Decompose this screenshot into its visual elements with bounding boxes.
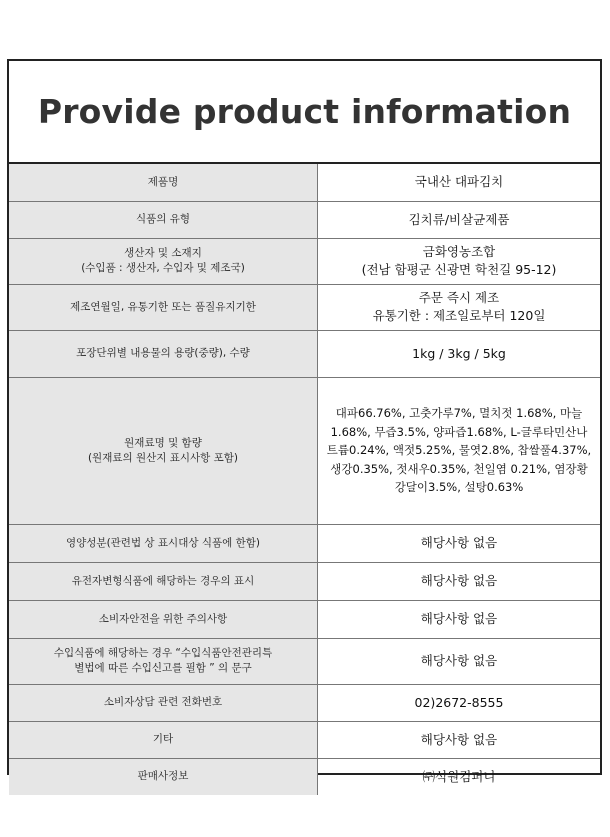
row-value — [318, 562, 601, 600]
row-value-line: ㈜석원컴퍼니 — [422, 768, 496, 784]
row-label-line: 제조연월일, 유통기한 또는 품질유지기한 — [70, 300, 256, 313]
row-label — [9, 330, 318, 377]
row-value — [318, 377, 601, 524]
table-row — [9, 164, 600, 201]
row-value-line: 금화영농조합 — [422, 244, 496, 259]
row-label-line: 영양성분(관련법 상 표시대상 식품에 한함) — [66, 536, 260, 549]
row-value — [318, 684, 601, 721]
row-label-line: 제품명 — [147, 175, 179, 188]
table-row — [9, 238, 600, 284]
row-value — [318, 284, 601, 330]
row-label-line: 별법에 따른 수입신고를 필함 ” 의 문구 — [74, 662, 252, 674]
row-value-line: 1kg / 3kg / 5kg — [412, 345, 506, 361]
row-label-line: 원재료명 및 함량 — [124, 436, 202, 449]
product-info-table — [9, 164, 600, 795]
row-value — [318, 758, 601, 795]
row-label — [9, 684, 318, 721]
page-title: Provide product information — [37, 92, 572, 131]
row-label — [9, 562, 318, 600]
row-label-line: 판매사정보 — [137, 770, 189, 783]
row-value — [318, 238, 601, 284]
row-label — [9, 238, 318, 284]
row-value — [318, 201, 601, 238]
table-row — [9, 684, 600, 721]
table-row — [9, 377, 600, 524]
row-label-line: 수입식품에 해당하는 경우 “수입식품안전관리특 — [53, 647, 273, 659]
row-value — [318, 524, 601, 562]
table-row — [9, 562, 600, 600]
row-label — [9, 524, 318, 562]
table-row — [9, 600, 600, 638]
product-info-frame — [7, 59, 602, 784]
table-row — [9, 721, 600, 758]
row-value-line: 해당사항 없음 — [420, 611, 498, 626]
row-label-line: 생산자 및 소재지 — [124, 247, 202, 259]
row-label — [9, 638, 318, 684]
table-row — [9, 284, 600, 330]
row-value-line: (전남 함평군 신광면 학천길 95-12) — [361, 262, 557, 277]
row-label — [9, 284, 318, 330]
row-label-line: (수입품 : 생산자, 수입자 및 제조국) — [81, 262, 245, 274]
table-row — [9, 758, 600, 795]
table-row — [9, 638, 600, 684]
row-label-line: 식품의 유형 — [135, 213, 191, 225]
row-value-line: 02)2672-8555 — [414, 694, 504, 710]
row-label — [9, 164, 318, 201]
row-label — [9, 758, 318, 795]
row-value — [318, 330, 601, 377]
row-label-line: 소비자상담 관련 전화번호 — [103, 696, 223, 708]
row-value — [318, 638, 601, 684]
row-label — [9, 721, 318, 758]
row-label — [9, 201, 318, 238]
row-value — [318, 600, 601, 638]
row-label-line: 기타 — [152, 733, 174, 745]
row-value-line: 해당사항 없음 — [420, 731, 498, 747]
row-label-line: 소비자안전을 위한 주의사항 — [98, 612, 228, 625]
row-label-line: 포장단위별 내용물의 용량(중량), 수량 — [76, 347, 250, 359]
row-value-line: 해당사항 없음 — [420, 573, 498, 588]
row-value-line: 김치류/비살균제품 — [408, 211, 510, 227]
row-value — [318, 164, 601, 201]
row-label — [9, 377, 318, 524]
table-row — [9, 201, 600, 238]
row-value-line: 주문 즉시 제조 — [418, 290, 500, 305]
row-value-line: 국내산 대파김치 — [414, 174, 504, 190]
row-value-line: 해당사항 없음 — [420, 535, 498, 550]
row-value-line: 유통기한 : 제조일로부터 120일 — [372, 308, 546, 323]
table-row — [9, 330, 600, 377]
row-label-line: 유전자변형식품에 해당하는 경우의 표시 — [71, 574, 255, 587]
row-value-line: 해당사항 없음 — [420, 653, 498, 668]
table-row — [9, 524, 600, 562]
row-label — [9, 600, 318, 638]
row-value-line: 대파66.76%, 고춧가루7%, 멸치젓 1.68%, 마늘 1.68%, 무즙3.5%, 양파즙1.68%, L-글루타민산나트륨0.24%, 액젓5.25%, 물엿2.8%, 찹쌀풀4.37%, 생강0.35%, 젓새우0.35%, 천일염 0.21%, 염장황강달이3.5%, 설탕0.63% — [326, 406, 592, 495]
row-label-line: (원재료의 원산지 표시사항 포함) — [87, 451, 239, 464]
row-value — [318, 721, 601, 758]
